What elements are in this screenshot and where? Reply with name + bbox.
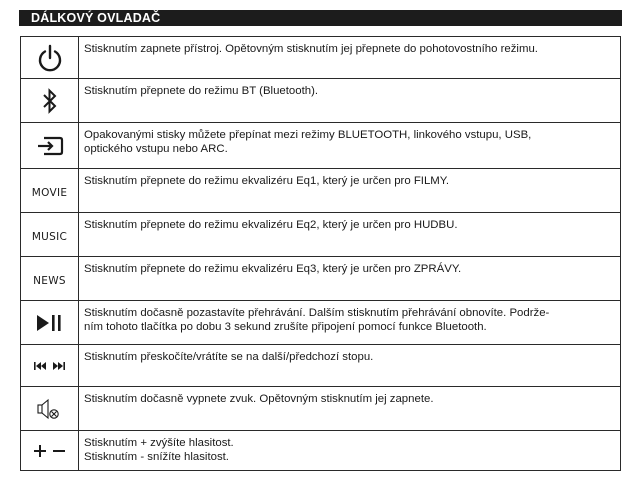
table-row <box>21 257 621 301</box>
volume-plus-minus-icon <box>32 442 68 460</box>
table-row <box>21 79 621 123</box>
description-line: Stisknutím přepnete do režimu BT (Bluetooth). <box>84 85 319 97</box>
section-title: DÁLKOVÝ OVLADAČ <box>31 11 161 25</box>
description-cell <box>79 169 621 213</box>
description-line: Stisknutím přeskočíte/vrátíte se na další/předchozí stopu. <box>84 351 374 363</box>
description-cell <box>79 213 621 257</box>
description-cell <box>79 301 621 345</box>
description-cell <box>79 345 621 387</box>
movie-label: MOVIE <box>31 186 68 199</box>
description-cell <box>79 387 621 431</box>
bluetooth-icon <box>40 87 60 115</box>
description-line: Stisknutím + zvýšíte hlasitost. <box>84 437 234 449</box>
table-row <box>21 387 621 431</box>
icon-cell <box>21 345 79 387</box>
description-line: optického vstupu nebo ARC. <box>84 142 228 155</box>
music-label: MUSIC <box>31 230 68 243</box>
description-line: ním tohoto tlačítka po dobu 3 sekund zrušíte připojení pomocí funkce Bluetooth. <box>84 320 487 333</box>
description-line: Stisknutím - snížíte hlasitost. <box>84 450 229 463</box>
table-row <box>21 169 621 213</box>
icon-cell <box>21 387 79 431</box>
table-row <box>21 37 621 79</box>
description-cell <box>79 37 621 79</box>
description-cell <box>79 123 621 169</box>
description-line: Stisknutím přepnete do režimu ekvalizéru Eq1, který je určen pro FILMY. <box>84 175 450 187</box>
table-row <box>21 301 621 345</box>
description-line: Stisknutím dočasně pozastavíte přehrávání. Dalším stisknutím přehrávání obnovíte. Podrže- <box>84 307 550 319</box>
icon-cell <box>21 301 79 345</box>
play-pause-icon <box>35 313 65 333</box>
description-line: Stisknutím dočasně vypnete zvuk. Opětovným stisknutím jej zapnete. <box>84 393 434 405</box>
icon-cell <box>21 169 79 213</box>
table-row <box>21 345 621 387</box>
table-row <box>21 213 621 257</box>
skip-prev-next-icon <box>33 360 67 372</box>
icon-cell <box>21 213 79 257</box>
description-line: Opakovanými stisky můžete přepínat mezi režimy BLUETOOTH, linkového vstupu, USB, <box>84 129 532 141</box>
icon-cell <box>21 257 79 301</box>
description-line: Stisknutím přepnete do režimu ekvalizéru Eq2, který je určen pro HUDBU. <box>84 219 458 231</box>
description-cell <box>79 431 621 471</box>
mute-icon <box>35 397 65 421</box>
description-line: Stisknutím zapnete přístroj. Opětovným stisknutím jej přepnete do pohotovostního režimu. <box>84 43 538 55</box>
icon-cell <box>21 431 79 471</box>
icon-cell <box>21 123 79 169</box>
table-row <box>21 431 621 471</box>
remote-control-table <box>20 36 621 471</box>
power-icon <box>36 43 64 73</box>
table-row <box>21 123 621 169</box>
description-cell <box>79 257 621 301</box>
description-line: Stisknutím přepnete do režimu ekvalizéru Eq3, který je určen pro ZPRÁVY. <box>84 263 462 275</box>
icon-cell <box>21 79 79 123</box>
news-label: NEWS <box>33 274 66 287</box>
description-cell <box>79 79 621 123</box>
section-header <box>19 10 622 26</box>
input-source-icon <box>35 135 65 157</box>
icon-cell <box>21 37 79 79</box>
